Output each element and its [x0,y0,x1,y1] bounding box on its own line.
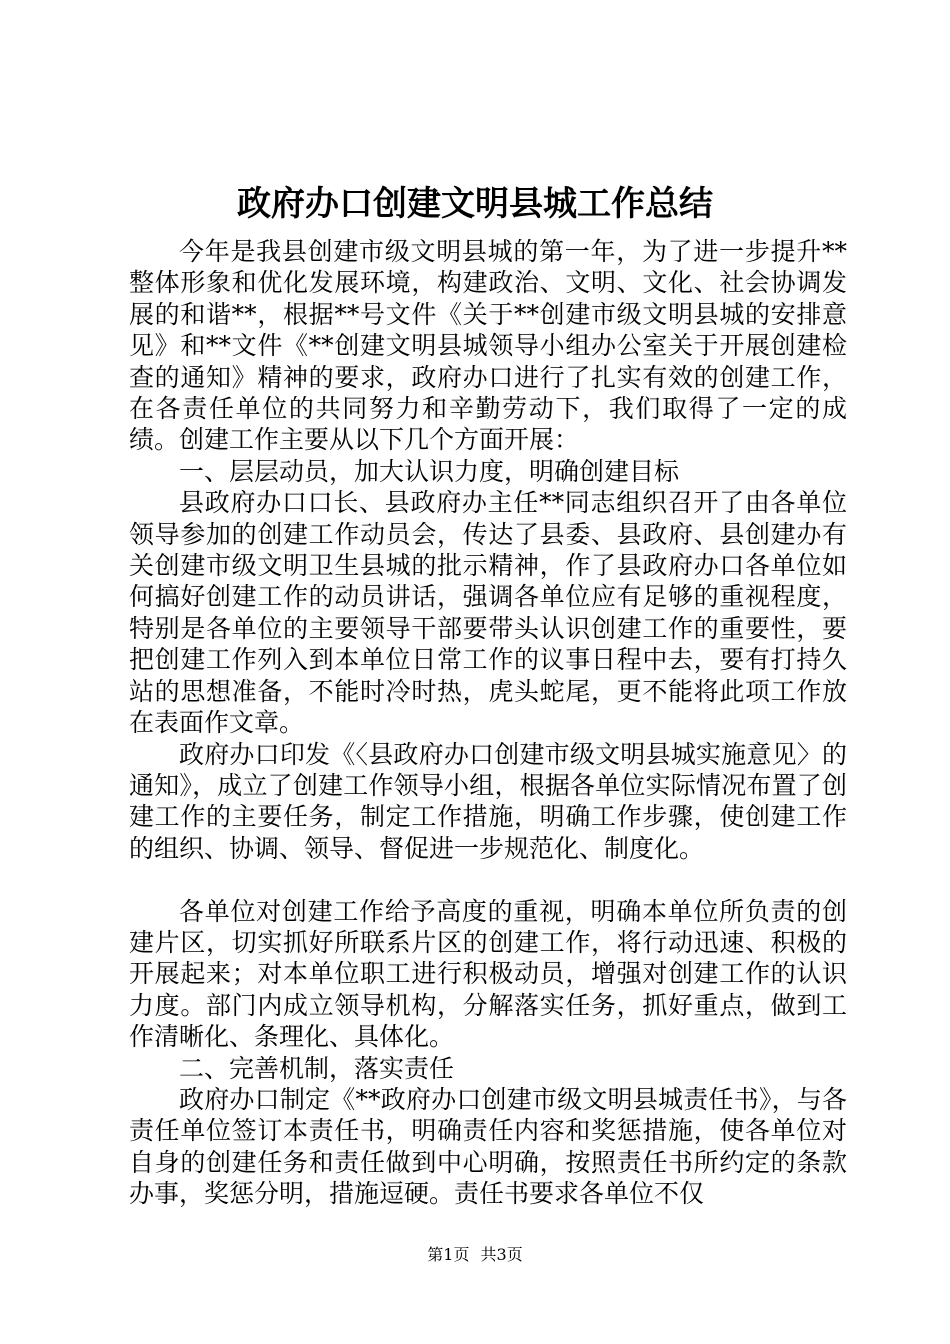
paragraph: 政府办口印发《〈县政府办口创建市级文明县城实施意见〉的通知》，成立了创建工作领导小组，根据各单位实际情况布置了创建工作的主要任务，制定工作措施，明确工作步骤，使创建工作的组织、协调、领导、督促进一步规范化、制度化。 [129,739,847,863]
page-footer [0,1244,950,1266]
page-total: 共3页 [480,1245,523,1264]
paragraph: 各单位对创建工作给予高度的重视，明确本单位所负责的创建片区，切实抓好所联系片区的创建工作，将行动迅速、积极的开展起来；对本单位职工进行积极动员，增强对创建工作的认识力度。部门内成立领导机构，分解落实任务，抓好重点，做到工作清晰化、条理化、具体化。 [129,896,847,1052]
blank-line [129,864,847,895]
paragraph-intro: 今年是我县创建市级文明县城的第一年，为了进一步提升**整体形象和优化发展环境，构建政治、文明、文化、社会协调发展的和谐**，根据**号文件《关于**创建市级文明县城的安排意见》和**文件《**创建文明县城领导小组办公室关于开展创建检查的通知》精神的要求，政府办口进行了扎实有效的创建工作，在各责任单位的共同努力和辛勤劳动下，我们取得了一定的成绩。创建工作主要从以下几个方面开展： [129,237,847,455]
document-body [129,236,847,1210]
section-heading-2: 二、完善机制，落实责任 [179,1053,455,1083]
section-heading-1: 一、层层动员，加大认识力度，明确创建目标 [179,456,680,486]
paragraph: 县政府办口口长、县政府办主任**同志组织召开了由各单位领导参加的创建工作动员会，传达了县委、县政府、县创建办有关创建市级文明卫生县城的批示精神，作了县政府办口各单位如何搞好创建工作的动员讲话，强调各单位应有足够的重视程度，特别是各单位的主要领导干部要带头认识创建工作的重要性，要把创建工作列入到本单位日常工作的议事日程中去，要有打持久站的思想准备，不能时冷时热，虎头蛇尾，更不能将此项工作放在表面作文章。 [129,488,847,738]
document-title: 政府办口创建文明县城工作总结 [237,184,713,224]
page-number: 第1页 [427,1245,470,1264]
paragraph: 政府办口制定《**政府办口创建市级文明县城责任书》，与各责任单位签订本责任书，明确责任内容和奖惩措施，使各单位对自身的创建任务和责任做到中心明确，按照责任书所约定的条款办事，奖惩分明，措施逗硬。责任书要求各单位不仅 [129,1084,847,1209]
